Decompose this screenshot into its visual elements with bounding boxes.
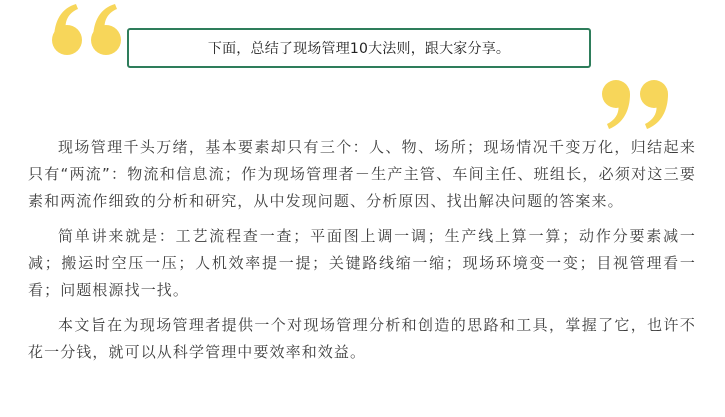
open-quote-icon <box>50 0 128 62</box>
article-body <box>28 134 696 374</box>
callout-box <box>127 28 591 68</box>
close-quote-icon <box>600 76 674 134</box>
paragraph-3: 本文旨在为现场管理者提供一个对现场管理分析和创造的思路和工具，掌握了它，也许不花一分钱，就可以从科学管理中要效率和效益。 <box>28 316 696 361</box>
callout-text: 下面，总结了现场管理10大法则，跟大家分享。 <box>207 41 511 57</box>
paragraph-1: 现场管理千头万绪，基本要素却只有三个：人、物、场所；现场情况千变万化，归结起来只有“两流”：物流和信息流；作为现场管理者－生产主管、车间主任、班组长，必须对这三要素和两流作细致的分析和研究，从中发现问题、分析原因、找出解决问题的答案来。 <box>28 138 696 210</box>
paragraph-2: 简单讲来就是：工艺流程查一查；平面图上调一调；生产线上算一算；动作分要素减一减；搬运时空压一压；人机效率提一提；关键路线缩一缩；现场环境变一变；目视管理看一看；问题根源找一找。 <box>28 227 696 299</box>
